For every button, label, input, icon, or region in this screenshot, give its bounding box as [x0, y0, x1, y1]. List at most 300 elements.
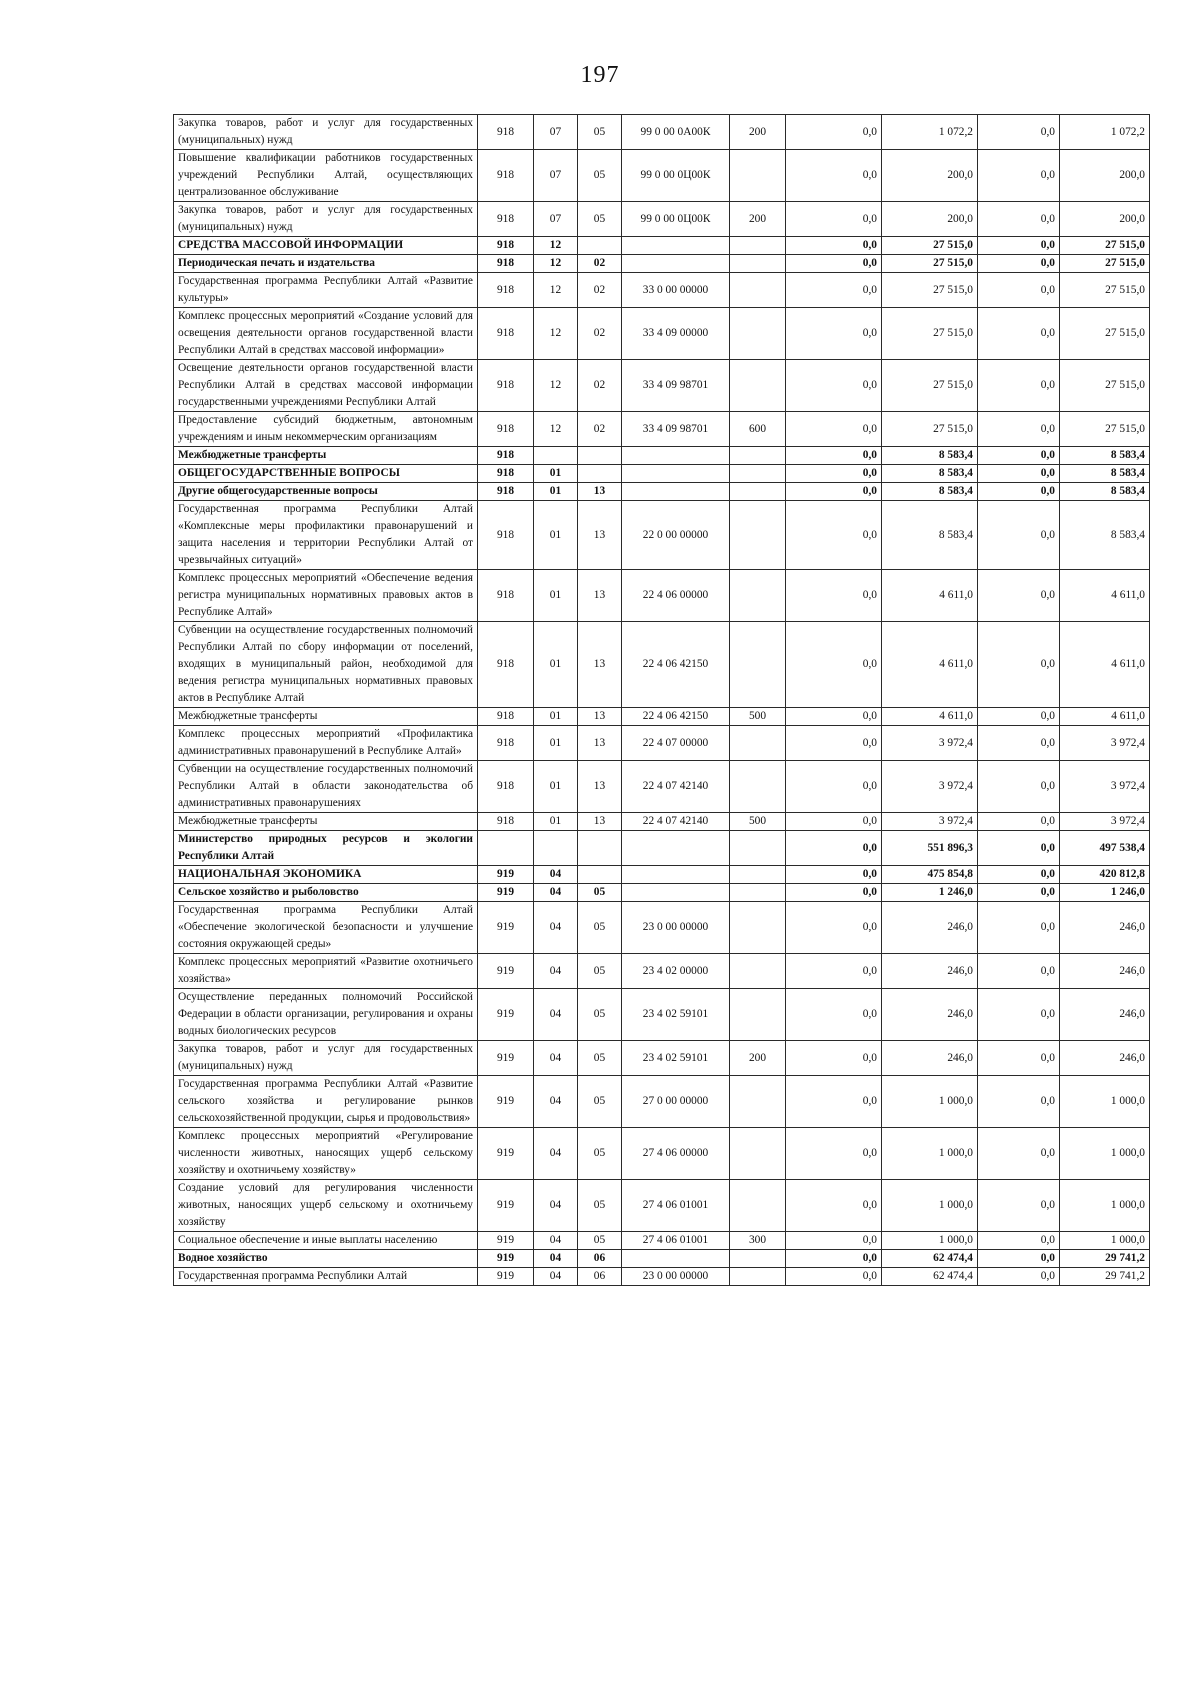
section-code-cell: 04 [534, 1128, 578, 1180]
target-article-cell: 23 4 02 00000 [622, 954, 730, 989]
subsection-code-cell: 05 [578, 1232, 622, 1250]
amount-2-cell: 3 972,4 [882, 726, 978, 761]
amount-3-cell: 0,0 [978, 761, 1060, 813]
amount-2-cell: 1 000,0 [882, 1180, 978, 1232]
grbs-code-cell: 918 [478, 255, 534, 273]
target-article-cell: 22 4 07 42140 [622, 761, 730, 813]
row-name-cell: Закупка товаров, работ и услуг для государственных (муниципальных) нужд [174, 115, 478, 150]
row-name-cell: Государственная программа Республики Алтай «Развитие сельского хозяйства и регулирование рынков сельскохозяйственной продукции, сырья и продовольствия» [174, 1076, 478, 1128]
section-code-cell: 04 [534, 1250, 578, 1268]
row-name-cell: Комплекс процессных мероприятий «Профилактика административных правонарушений в Республике Алтай» [174, 726, 478, 761]
amount-2-cell: 246,0 [882, 954, 978, 989]
amount-4-cell: 3 972,4 [1060, 761, 1150, 813]
target-article-cell [622, 884, 730, 902]
amount-2-cell: 3 972,4 [882, 761, 978, 813]
grbs-code-cell: 918 [478, 761, 534, 813]
subsection-code-cell: 05 [578, 1128, 622, 1180]
subsection-code-cell: 13 [578, 570, 622, 622]
grbs-code-cell: 918 [478, 202, 534, 237]
table-row [174, 115, 1150, 150]
amount-4-cell: 420 812,8 [1060, 866, 1150, 884]
amount-3-cell: 0,0 [978, 1180, 1060, 1232]
section-code-cell: 01 [534, 501, 578, 570]
row-name-cell: Социальное обеспечение и иные выплаты населению [174, 1232, 478, 1250]
grbs-code-cell: 919 [478, 866, 534, 884]
amount-2-cell: 27 515,0 [882, 237, 978, 255]
amount-2-cell: 1 246,0 [882, 884, 978, 902]
row-name-cell: Освещение деятельности органов государственной власти Республики Алтай в средствах массовой информации государственными учреждениями Республики Алтай [174, 360, 478, 412]
amount-4-cell: 1 000,0 [1060, 1232, 1150, 1250]
row-name-cell: Закупка товаров, работ и услуг для государственных (муниципальных) нужд [174, 202, 478, 237]
amount-1-cell: 0,0 [786, 902, 882, 954]
amount-4-cell: 246,0 [1060, 1041, 1150, 1076]
expense-type-cell [730, 954, 786, 989]
table-row [174, 1076, 1150, 1128]
subsection-code-cell: 13 [578, 501, 622, 570]
amount-3-cell: 0,0 [978, 1076, 1060, 1128]
table-row [174, 761, 1150, 813]
amount-2-cell: 4 611,0 [882, 570, 978, 622]
expense-type-cell [730, 1268, 786, 1286]
section-code-cell: 04 [534, 866, 578, 884]
amount-2-cell: 27 515,0 [882, 412, 978, 447]
expense-type-cell [730, 989, 786, 1041]
row-name-cell: СРЕДСТВА МАССОВОЙ ИНФОРМАЦИИ [174, 237, 478, 255]
amount-1-cell: 0,0 [786, 447, 882, 465]
amount-4-cell: 29 741,2 [1060, 1250, 1150, 1268]
amount-3-cell: 0,0 [978, 813, 1060, 831]
amount-1-cell: 0,0 [786, 115, 882, 150]
table-row [174, 1250, 1150, 1268]
subsection-code-cell: 13 [578, 761, 622, 813]
table-row [174, 255, 1150, 273]
grbs-code-cell: 919 [478, 989, 534, 1041]
subsection-code-cell: 05 [578, 115, 622, 150]
table-row [174, 202, 1150, 237]
amount-3-cell: 0,0 [978, 273, 1060, 308]
amount-1-cell: 0,0 [786, 1128, 882, 1180]
amount-2-cell: 246,0 [882, 902, 978, 954]
target-article-cell: 33 4 09 98701 [622, 412, 730, 447]
amount-2-cell: 475 854,8 [882, 866, 978, 884]
amount-1-cell: 0,0 [786, 501, 882, 570]
grbs-code-cell: 919 [478, 1268, 534, 1286]
amount-4-cell: 200,0 [1060, 150, 1150, 202]
table-row [174, 237, 1150, 255]
target-article-cell [622, 465, 730, 483]
grbs-code-cell: 919 [478, 1180, 534, 1232]
table-row [174, 501, 1150, 570]
row-name-cell: Повышение квалификации работников государственных учреждений Республики Алтай, осуществляющих централизованное обслуживание [174, 150, 478, 202]
amount-2-cell: 8 583,4 [882, 447, 978, 465]
expense-type-cell [730, 360, 786, 412]
grbs-code-cell: 919 [478, 1250, 534, 1268]
expense-type-cell [730, 761, 786, 813]
section-code-cell: 07 [534, 202, 578, 237]
amount-2-cell: 1 000,0 [882, 1128, 978, 1180]
row-name-cell: ОБЩЕГОСУДАРСТВЕННЫЕ ВОПРОСЫ [174, 465, 478, 483]
amount-3-cell: 0,0 [978, 1232, 1060, 1250]
target-article-cell: 22 4 07 00000 [622, 726, 730, 761]
grbs-code-cell: 919 [478, 1076, 534, 1128]
section-code-cell: 01 [534, 708, 578, 726]
target-article-cell: 22 0 00 00000 [622, 501, 730, 570]
target-article-cell: 99 0 00 0Ц00К [622, 150, 730, 202]
table-row [174, 813, 1150, 831]
subsection-code-cell: 05 [578, 954, 622, 989]
amount-4-cell: 1 072,2 [1060, 115, 1150, 150]
amount-1-cell: 0,0 [786, 237, 882, 255]
row-name-cell: Периодическая печать и издательства [174, 255, 478, 273]
amount-3-cell: 0,0 [978, 1250, 1060, 1268]
table-row [174, 954, 1150, 989]
grbs-code-cell: 918 [478, 308, 534, 360]
expense-type-cell [730, 237, 786, 255]
amount-3-cell: 0,0 [978, 1041, 1060, 1076]
subsection-code-cell: 05 [578, 902, 622, 954]
target-article-cell: 33 4 09 98701 [622, 360, 730, 412]
table-row [174, 483, 1150, 501]
amount-3-cell: 0,0 [978, 708, 1060, 726]
table-row [174, 308, 1150, 360]
row-name-cell: Комплекс процессных мероприятий «Обеспечение ведения регистра муниципальных нормативных правовых актов в Республике Алтай» [174, 570, 478, 622]
target-article-cell [622, 831, 730, 866]
row-name-cell: Государственная программа Республики Алтай «Обеспечение экологической безопасности и улучшение состояния окружающей среды» [174, 902, 478, 954]
amount-4-cell: 8 583,4 [1060, 501, 1150, 570]
table-row [174, 1128, 1150, 1180]
subsection-code-cell: 05 [578, 989, 622, 1041]
row-name-cell: Субвенции на осуществление государственных полномочий Республики Алтай в области законодательства об административных правонарушениях [174, 761, 478, 813]
table-row [174, 1232, 1150, 1250]
section-code-cell: 12 [534, 237, 578, 255]
target-article-cell: 23 4 02 59101 [622, 989, 730, 1041]
amount-1-cell: 0,0 [786, 866, 882, 884]
subsection-code-cell: 05 [578, 1076, 622, 1128]
amount-1-cell: 0,0 [786, 202, 882, 237]
amount-3-cell: 0,0 [978, 150, 1060, 202]
row-name-cell: Межбюджетные трансферты [174, 708, 478, 726]
target-article-cell: 23 0 00 00000 [622, 902, 730, 954]
grbs-code-cell: 918 [478, 465, 534, 483]
target-article-cell [622, 255, 730, 273]
expense-type-cell [730, 902, 786, 954]
row-name-cell: Государственная программа Республики Алтай «Развитие культуры» [174, 273, 478, 308]
amount-3-cell: 0,0 [978, 483, 1060, 501]
amount-4-cell: 1 000,0 [1060, 1180, 1150, 1232]
amount-1-cell: 0,0 [786, 1232, 882, 1250]
row-name-cell: Предоставление субсидий бюджетным, автономным учреждениям и иным некоммерческим организациям [174, 412, 478, 447]
amount-4-cell: 27 515,0 [1060, 273, 1150, 308]
table-row [174, 726, 1150, 761]
amount-4-cell: 27 515,0 [1060, 360, 1150, 412]
section-code-cell: 04 [534, 1180, 578, 1232]
section-code-cell: 04 [534, 954, 578, 989]
amount-2-cell: 27 515,0 [882, 308, 978, 360]
table-row [174, 989, 1150, 1041]
amount-4-cell: 1 000,0 [1060, 1076, 1150, 1128]
amount-3-cell: 0,0 [978, 831, 1060, 866]
section-code-cell: 12 [534, 255, 578, 273]
table-row [174, 150, 1150, 202]
grbs-code-cell: 918 [478, 813, 534, 831]
grbs-code-cell: 918 [478, 237, 534, 255]
amount-4-cell: 1 246,0 [1060, 884, 1150, 902]
amount-1-cell: 0,0 [786, 1268, 882, 1286]
section-code-cell: 04 [534, 1076, 578, 1128]
amount-3-cell: 0,0 [978, 115, 1060, 150]
table-row [174, 622, 1150, 708]
section-code-cell: 12 [534, 308, 578, 360]
table-row [174, 884, 1150, 902]
subsection-code-cell: 13 [578, 708, 622, 726]
grbs-code-cell: 918 [478, 726, 534, 761]
row-name-cell: НАЦИОНАЛЬНАЯ ЭКОНОМИКА [174, 866, 478, 884]
section-code-cell [534, 447, 578, 465]
amount-1-cell: 0,0 [786, 1180, 882, 1232]
grbs-code-cell: 919 [478, 1041, 534, 1076]
grbs-code-cell: 918 [478, 412, 534, 447]
table-row [174, 902, 1150, 954]
grbs-code-cell: 918 [478, 570, 534, 622]
amount-3-cell: 0,0 [978, 884, 1060, 902]
section-code-cell: 04 [534, 902, 578, 954]
table-row [174, 866, 1150, 884]
section-code-cell: 01 [534, 622, 578, 708]
budget-table [173, 114, 1150, 1286]
amount-4-cell: 4 611,0 [1060, 622, 1150, 708]
grbs-code-cell: 918 [478, 447, 534, 465]
grbs-code-cell [478, 831, 534, 866]
row-name-cell: Создание условий для регулирования численности животных, наносящих ущерб сельскому и охотничьему хозяйству [174, 1180, 478, 1232]
amount-2-cell: 1 072,2 [882, 115, 978, 150]
table-row [174, 465, 1150, 483]
section-code-cell: 01 [534, 813, 578, 831]
table-row [174, 708, 1150, 726]
target-article-cell [622, 237, 730, 255]
section-code-cell [534, 831, 578, 866]
amount-4-cell: 3 972,4 [1060, 726, 1150, 761]
amount-2-cell: 246,0 [882, 989, 978, 1041]
subsection-code-cell: 05 [578, 1180, 622, 1232]
amount-4-cell: 246,0 [1060, 902, 1150, 954]
amount-1-cell: 0,0 [786, 465, 882, 483]
target-article-cell [622, 447, 730, 465]
table-row [174, 360, 1150, 412]
grbs-code-cell: 918 [478, 150, 534, 202]
amount-1-cell: 0,0 [786, 1041, 882, 1076]
target-article-cell: 33 4 09 00000 [622, 308, 730, 360]
amount-4-cell: 246,0 [1060, 989, 1150, 1041]
expense-type-cell [730, 447, 786, 465]
amount-3-cell: 0,0 [978, 412, 1060, 447]
amount-3-cell: 0,0 [978, 954, 1060, 989]
section-code-cell: 04 [534, 884, 578, 902]
table-row [174, 1041, 1150, 1076]
expense-type-cell: 200 [730, 115, 786, 150]
table-row [174, 447, 1150, 465]
grbs-code-cell: 918 [478, 622, 534, 708]
subsection-code-cell: 06 [578, 1250, 622, 1268]
subsection-code-cell: 05 [578, 884, 622, 902]
amount-2-cell: 8 583,4 [882, 465, 978, 483]
amount-2-cell: 3 972,4 [882, 813, 978, 831]
expense-type-cell [730, 483, 786, 501]
expense-type-cell [730, 150, 786, 202]
expense-type-cell [730, 273, 786, 308]
row-name-cell: Межбюджетные трансферты [174, 813, 478, 831]
target-article-cell: 33 0 00 00000 [622, 273, 730, 308]
amount-3-cell: 0,0 [978, 902, 1060, 954]
amount-2-cell: 4 611,0 [882, 622, 978, 708]
amount-1-cell: 0,0 [786, 831, 882, 866]
subsection-code-cell: 13 [578, 813, 622, 831]
table-row [174, 570, 1150, 622]
grbs-code-cell: 919 [478, 1232, 534, 1250]
subsection-code-cell: 06 [578, 1268, 622, 1286]
amount-2-cell: 1 000,0 [882, 1232, 978, 1250]
table-row [174, 412, 1150, 447]
expense-type-cell [730, 465, 786, 483]
target-article-cell: 99 0 00 0Ц00К [622, 202, 730, 237]
amount-4-cell: 27 515,0 [1060, 255, 1150, 273]
section-code-cell: 01 [534, 761, 578, 813]
target-article-cell: 99 0 00 0А00К [622, 115, 730, 150]
amount-1-cell: 0,0 [786, 989, 882, 1041]
expense-type-cell: 600 [730, 412, 786, 447]
amount-1-cell: 0,0 [786, 412, 882, 447]
target-article-cell: 23 4 02 59101 [622, 1041, 730, 1076]
subsection-code-cell [578, 237, 622, 255]
amount-4-cell: 3 972,4 [1060, 813, 1150, 831]
target-article-cell: 27 4 06 00000 [622, 1128, 730, 1180]
section-code-cell: 04 [534, 1232, 578, 1250]
amount-1-cell: 0,0 [786, 1076, 882, 1128]
section-code-cell: 07 [534, 150, 578, 202]
subsection-code-cell: 02 [578, 308, 622, 360]
amount-4-cell: 200,0 [1060, 202, 1150, 237]
subsection-code-cell: 13 [578, 622, 622, 708]
amount-3-cell: 0,0 [978, 360, 1060, 412]
expense-type-cell: 200 [730, 202, 786, 237]
expense-type-cell: 500 [730, 813, 786, 831]
grbs-code-cell: 919 [478, 902, 534, 954]
row-name-cell: Государственная программа Республики Алтай [174, 1268, 478, 1286]
amount-4-cell: 1 000,0 [1060, 1128, 1150, 1180]
row-name-cell: Межбюджетные трансферты [174, 447, 478, 465]
expense-type-cell [730, 570, 786, 622]
amount-2-cell: 4 611,0 [882, 708, 978, 726]
subsection-code-cell: 13 [578, 726, 622, 761]
section-code-cell: 12 [534, 273, 578, 308]
section-code-cell: 12 [534, 412, 578, 447]
grbs-code-cell: 918 [478, 273, 534, 308]
section-code-cell: 01 [534, 483, 578, 501]
amount-2-cell: 62 474,4 [882, 1250, 978, 1268]
amount-2-cell: 27 515,0 [882, 360, 978, 412]
amount-4-cell: 8 583,4 [1060, 447, 1150, 465]
amount-2-cell: 27 515,0 [882, 273, 978, 308]
amount-3-cell: 0,0 [978, 989, 1060, 1041]
expense-type-cell [730, 622, 786, 708]
row-name-cell: Сельское хозяйство и рыболовство [174, 884, 478, 902]
amount-2-cell: 62 474,4 [882, 1268, 978, 1286]
table-row [174, 1268, 1150, 1286]
amount-4-cell: 246,0 [1060, 954, 1150, 989]
grbs-code-cell: 918 [478, 483, 534, 501]
target-article-cell [622, 866, 730, 884]
row-name-cell: Водное хозяйство [174, 1250, 478, 1268]
amount-3-cell: 0,0 [978, 622, 1060, 708]
grbs-code-cell: 919 [478, 954, 534, 989]
target-article-cell: 22 4 07 42140 [622, 813, 730, 831]
section-code-cell: 01 [534, 726, 578, 761]
amount-1-cell: 0,0 [786, 813, 882, 831]
target-article-cell: 22 4 06 00000 [622, 570, 730, 622]
row-name-cell: Государственная программа Республики Алтай «Комплексные меры профилактики правонарушений и защита населения и территории Республики Алтай от чрезвычайных ситуаций» [174, 501, 478, 570]
amount-2-cell: 27 515,0 [882, 255, 978, 273]
grbs-code-cell: 918 [478, 708, 534, 726]
grbs-code-cell: 918 [478, 115, 534, 150]
expense-type-cell [730, 501, 786, 570]
row-name-cell: Субвенции на осуществление государственных полномочий Республики Алтай по сбору информации от поселений, входящих в муниципальный район, необходимой для ведения регистра муниципальных нормативных правовых актов в Республике Алтай [174, 622, 478, 708]
subsection-code-cell: 05 [578, 150, 622, 202]
amount-1-cell: 0,0 [786, 483, 882, 501]
amount-4-cell: 4 611,0 [1060, 570, 1150, 622]
amount-4-cell: 27 515,0 [1060, 237, 1150, 255]
amount-3-cell: 0,0 [978, 255, 1060, 273]
expense-type-cell [730, 1076, 786, 1128]
amount-1-cell: 0,0 [786, 954, 882, 989]
target-article-cell: 23 0 00 00000 [622, 1268, 730, 1286]
grbs-code-cell: 919 [478, 884, 534, 902]
amount-3-cell: 0,0 [978, 447, 1060, 465]
table-row [174, 273, 1150, 308]
expense-type-cell: 200 [730, 1041, 786, 1076]
amount-3-cell: 0,0 [978, 237, 1060, 255]
section-code-cell: 01 [534, 465, 578, 483]
amount-1-cell: 0,0 [786, 360, 882, 412]
amount-3-cell: 0,0 [978, 570, 1060, 622]
section-code-cell: 04 [534, 989, 578, 1041]
amount-2-cell: 8 583,4 [882, 483, 978, 501]
subsection-code-cell: 13 [578, 483, 622, 501]
target-article-cell [622, 483, 730, 501]
target-article-cell [622, 1250, 730, 1268]
amount-4-cell: 27 515,0 [1060, 412, 1150, 447]
subsection-code-cell: 02 [578, 412, 622, 447]
amount-4-cell: 8 583,4 [1060, 483, 1150, 501]
section-code-cell: 04 [534, 1041, 578, 1076]
expense-type-cell: 300 [730, 1232, 786, 1250]
amount-3-cell: 0,0 [978, 866, 1060, 884]
expense-type-cell [730, 831, 786, 866]
subsection-code-cell: 02 [578, 360, 622, 412]
amount-1-cell: 0,0 [786, 570, 882, 622]
amount-4-cell: 4 611,0 [1060, 708, 1150, 726]
subsection-code-cell: 05 [578, 202, 622, 237]
subsection-code-cell [578, 831, 622, 866]
amount-1-cell: 0,0 [786, 255, 882, 273]
amount-2-cell: 1 000,0 [882, 1076, 978, 1128]
amount-1-cell: 0,0 [786, 761, 882, 813]
section-code-cell: 12 [534, 360, 578, 412]
page-number: 197 [580, 62, 620, 88]
amount-4-cell: 8 583,4 [1060, 465, 1150, 483]
amount-1-cell: 0,0 [786, 150, 882, 202]
table-row [174, 1180, 1150, 1232]
row-name-cell: Комплекс процессных мероприятий «Создание условий для освещения деятельности органов государственной власти Республики Алтай в средствах массовой информации» [174, 308, 478, 360]
subsection-code-cell: 05 [578, 1041, 622, 1076]
